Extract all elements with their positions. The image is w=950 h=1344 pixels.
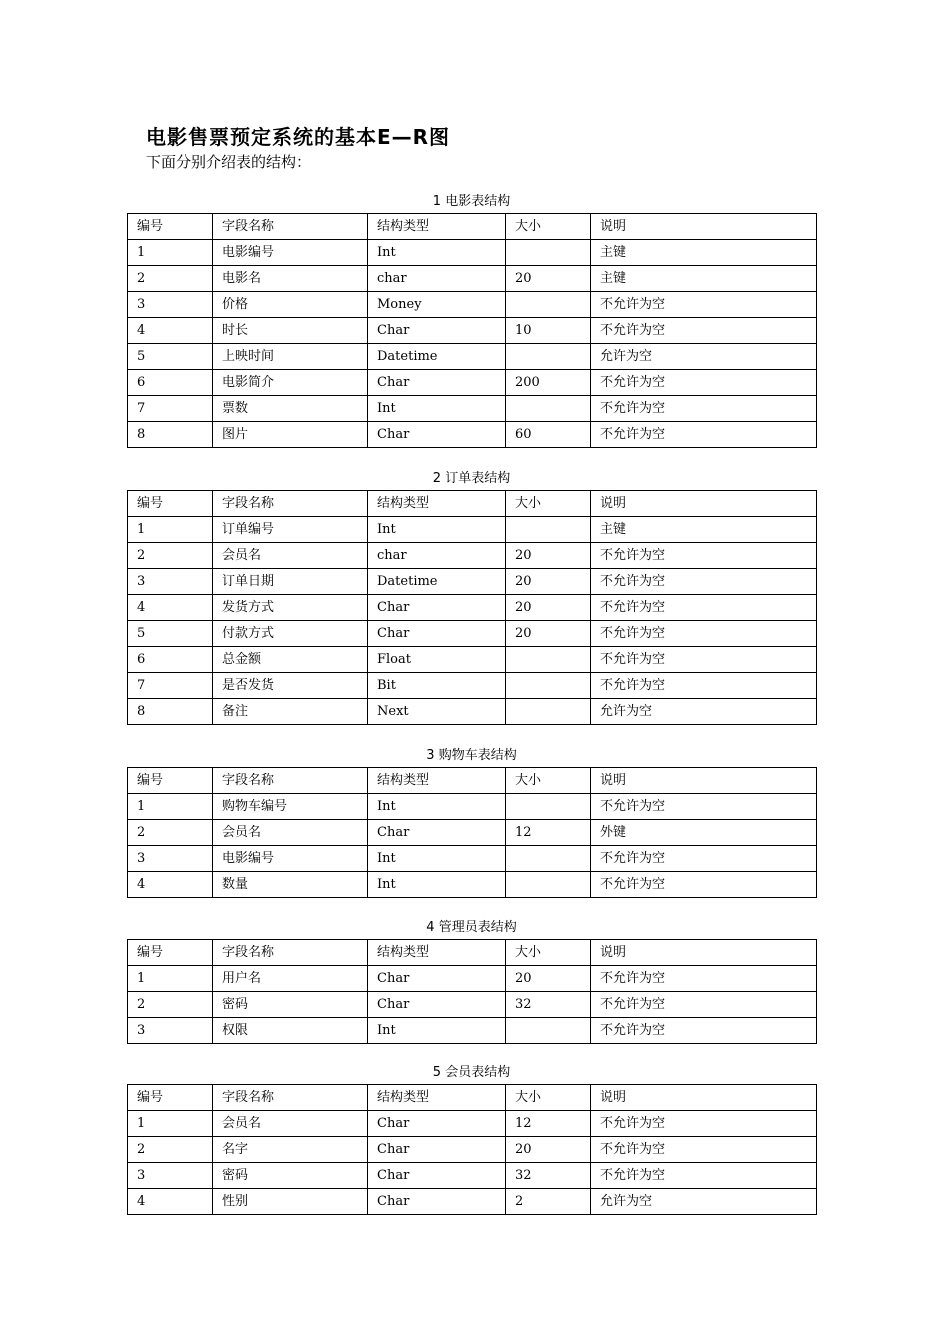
col-size [506,292,591,318]
table-row [128,673,817,699]
col-id: 7 [128,673,213,699]
col-id: 8 [128,699,213,725]
col-id: 2 [128,266,213,292]
col-size [506,517,591,543]
col-description: 不允许为空 [591,396,817,422]
col-description: 主键 [591,240,817,266]
col-id: 2 [128,992,213,1018]
col-type: Int [368,846,506,872]
col-type: Int [368,1018,506,1044]
table-row [128,1111,817,1137]
col-id: 3 [128,1018,213,1044]
col-description: 不允许为空 [591,543,817,569]
col-size: 20 [506,1137,591,1163]
col-description: 不允许为空 [591,292,817,318]
col-field-name: 时长 [213,318,368,344]
header-col-type: 结构类型 [368,940,506,966]
header-col-size: 大小 [506,940,591,966]
col-description: 允许为空 [591,1189,817,1215]
col-type: Char [368,820,506,846]
col-field-name: 价格 [213,292,368,318]
col-field-name: 密码 [213,1163,368,1189]
table-row [128,699,817,725]
col-size: 60 [506,422,591,448]
col-type: Float [368,647,506,673]
col-id: 3 [128,569,213,595]
col-size [506,240,591,266]
col-field-name: 发货方式 [213,595,368,621]
col-field-name: 会员名 [213,543,368,569]
table-row [128,1163,817,1189]
col-description: 不允许为空 [591,872,817,898]
col-description: 不允许为空 [591,992,817,1018]
col-type: Datetime [368,569,506,595]
col-description: 不允许为空 [591,569,817,595]
header-col-id: 编号 [128,491,213,517]
col-type: Char [368,621,506,647]
col-id: 6 [128,370,213,396]
table-row [128,396,817,422]
col-field-name: 购物车编号 [213,794,368,820]
col-field-name: 用户名 [213,966,368,992]
table-row [128,370,817,396]
col-size [506,699,591,725]
header-col-description: 说明 [591,1085,817,1111]
col-description: 不允许为空 [591,794,817,820]
table-row [128,266,817,292]
col-description: 不允许为空 [591,621,817,647]
table-row [128,543,817,569]
col-id: 5 [128,344,213,370]
col-field-name: 票数 [213,396,368,422]
table-row [128,569,817,595]
col-field-name: 电影编号 [213,846,368,872]
col-id: 1 [128,517,213,543]
header-col-description: 说明 [591,214,817,240]
col-size: 20 [506,569,591,595]
table-header-row [128,940,817,966]
header-col-description: 说明 [591,940,817,966]
col-description: 不允许为空 [591,1163,817,1189]
col-size [506,1018,591,1044]
header-col-field-name: 字段名称 [213,214,368,240]
table-row [128,318,817,344]
col-size: 10 [506,318,591,344]
table-row [128,292,817,318]
col-id: 2 [128,543,213,569]
col-description: 不允许为空 [591,1137,817,1163]
col-size: 32 [506,992,591,1018]
col-field-name: 权限 [213,1018,368,1044]
col-field-name: 名字 [213,1137,368,1163]
col-type: Char [368,370,506,396]
table-row [128,992,817,1018]
col-type: Int [368,517,506,543]
col-field-name: 图片 [213,422,368,448]
col-type: Int [368,872,506,898]
col-field-name: 上映时间 [213,344,368,370]
table-row [128,647,817,673]
col-description: 不允许为空 [591,647,817,673]
header-col-id: 编号 [128,768,213,794]
col-field-name: 密码 [213,992,368,1018]
col-id: 1 [128,794,213,820]
col-description: 不允许为空 [591,846,817,872]
col-field-name: 会员名 [213,1111,368,1137]
col-size [506,846,591,872]
table-row [128,966,817,992]
col-id: 2 [128,1137,213,1163]
col-description: 不允许为空 [591,1018,817,1044]
col-description: 外键 [591,820,817,846]
table-header-row [128,1085,817,1111]
col-size [506,396,591,422]
table-row [128,846,817,872]
header-col-type: 结构类型 [368,491,506,517]
col-size: 32 [506,1163,591,1189]
col-id: 4 [128,318,213,344]
col-type: Int [368,396,506,422]
col-field-name: 订单编号 [213,517,368,543]
header-col-type: 结构类型 [368,1085,506,1111]
col-type: Char [368,1137,506,1163]
col-type: Bit [368,673,506,699]
col-id: 3 [128,292,213,318]
col-size: 20 [506,543,591,569]
col-description: 不允许为空 [591,370,817,396]
col-type: Money [368,292,506,318]
col-id: 4 [128,872,213,898]
table-row [128,344,817,370]
col-description: 允许为空 [591,699,817,725]
col-type: Int [368,794,506,820]
col-field-name: 备注 [213,699,368,725]
member-table [127,1084,817,1215]
page-subtitle: 下面分别介绍表的结构： [146,153,312,171]
header-col-size: 大小 [506,214,591,240]
col-type: Char [368,1189,506,1215]
col-field-name: 性别 [213,1189,368,1215]
header-col-field-name: 字段名称 [213,940,368,966]
col-id: 8 [128,422,213,448]
col-type: Char [368,595,506,621]
col-description: 不允许为空 [591,1111,817,1137]
header-col-id: 编号 [128,214,213,240]
col-id: 3 [128,1163,213,1189]
header-col-description: 说明 [591,491,817,517]
col-size: 20 [506,621,591,647]
col-size: 200 [506,370,591,396]
table-row [128,1137,817,1163]
page-title: 电影售票预定系统的基本E—R图 [146,125,451,149]
col-id: 5 [128,621,213,647]
col-description: 不允许为空 [591,966,817,992]
col-description: 不允许为空 [591,318,817,344]
col-description: 不允许为空 [591,422,817,448]
movie-table [127,213,817,448]
movie-table-caption: 1 电影表结构 [432,194,511,209]
col-id: 1 [128,1111,213,1137]
col-size [506,872,591,898]
header-col-size: 大小 [506,491,591,517]
table-row [128,517,817,543]
col-type: Int [368,240,506,266]
col-description: 不允许为空 [591,595,817,621]
col-id: 3 [128,846,213,872]
table-row [128,240,817,266]
table-row [128,1189,817,1215]
col-field-name: 会员名 [213,820,368,846]
col-size [506,673,591,699]
cart-table [127,767,817,898]
col-size: 20 [506,595,591,621]
header-col-field-name: 字段名称 [213,1085,368,1111]
col-field-name: 电影编号 [213,240,368,266]
col-id: 4 [128,1189,213,1215]
table-header-row [128,491,817,517]
col-type: Char [368,1163,506,1189]
col-type: char [368,266,506,292]
col-field-name: 电影名 [213,266,368,292]
col-field-name: 付款方式 [213,621,368,647]
col-type: Char [368,966,506,992]
col-field-name: 总金额 [213,647,368,673]
col-type: Char [368,318,506,344]
col-id: 1 [128,966,213,992]
header-col-field-name: 字段名称 [213,491,368,517]
col-description: 不允许为空 [591,673,817,699]
header-col-id: 编号 [128,1085,213,1111]
col-field-name: 数量 [213,872,368,898]
col-id: 1 [128,240,213,266]
col-field-name: 订单日期 [213,569,368,595]
col-type: Char [368,992,506,1018]
header-col-field-name: 字段名称 [213,768,368,794]
header-col-id: 编号 [128,940,213,966]
col-size: 20 [506,966,591,992]
col-type: Char [368,1111,506,1137]
col-size: 2 [506,1189,591,1215]
order-table [127,490,817,725]
table-row [128,820,817,846]
table-row [128,621,817,647]
col-size: 20 [506,266,591,292]
header-col-description: 说明 [591,768,817,794]
table-row [128,872,817,898]
col-type: char [368,543,506,569]
col-field-name: 电影简介 [213,370,368,396]
header-col-size: 大小 [506,1085,591,1111]
table-row [128,794,817,820]
col-field-name: 是否发货 [213,673,368,699]
table-header-row [128,214,817,240]
col-size [506,647,591,673]
col-type: Char [368,422,506,448]
col-size [506,344,591,370]
col-description: 主键 [591,517,817,543]
header-col-type: 结构类型 [368,214,506,240]
col-type: Next [368,699,506,725]
col-id: 4 [128,595,213,621]
admin-table [127,939,817,1044]
member-table-caption: 5 会员表结构 [432,1065,511,1080]
col-size: 12 [506,820,591,846]
col-size: 12 [506,1111,591,1137]
table-header-row [128,768,817,794]
col-id: 7 [128,396,213,422]
header-col-size: 大小 [506,768,591,794]
header-col-type: 结构类型 [368,768,506,794]
table-row [128,595,817,621]
col-id: 6 [128,647,213,673]
col-type: Datetime [368,344,506,370]
col-description: 允许为空 [591,344,817,370]
col-id: 2 [128,820,213,846]
table-row [128,422,817,448]
cart-table-caption: 3 购物车表结构 [426,748,517,763]
order-table-caption: 2 订单表结构 [432,471,511,486]
admin-table-caption: 4 管理员表结构 [426,920,517,935]
table-row [128,1018,817,1044]
col-description: 主键 [591,266,817,292]
col-size [506,794,591,820]
